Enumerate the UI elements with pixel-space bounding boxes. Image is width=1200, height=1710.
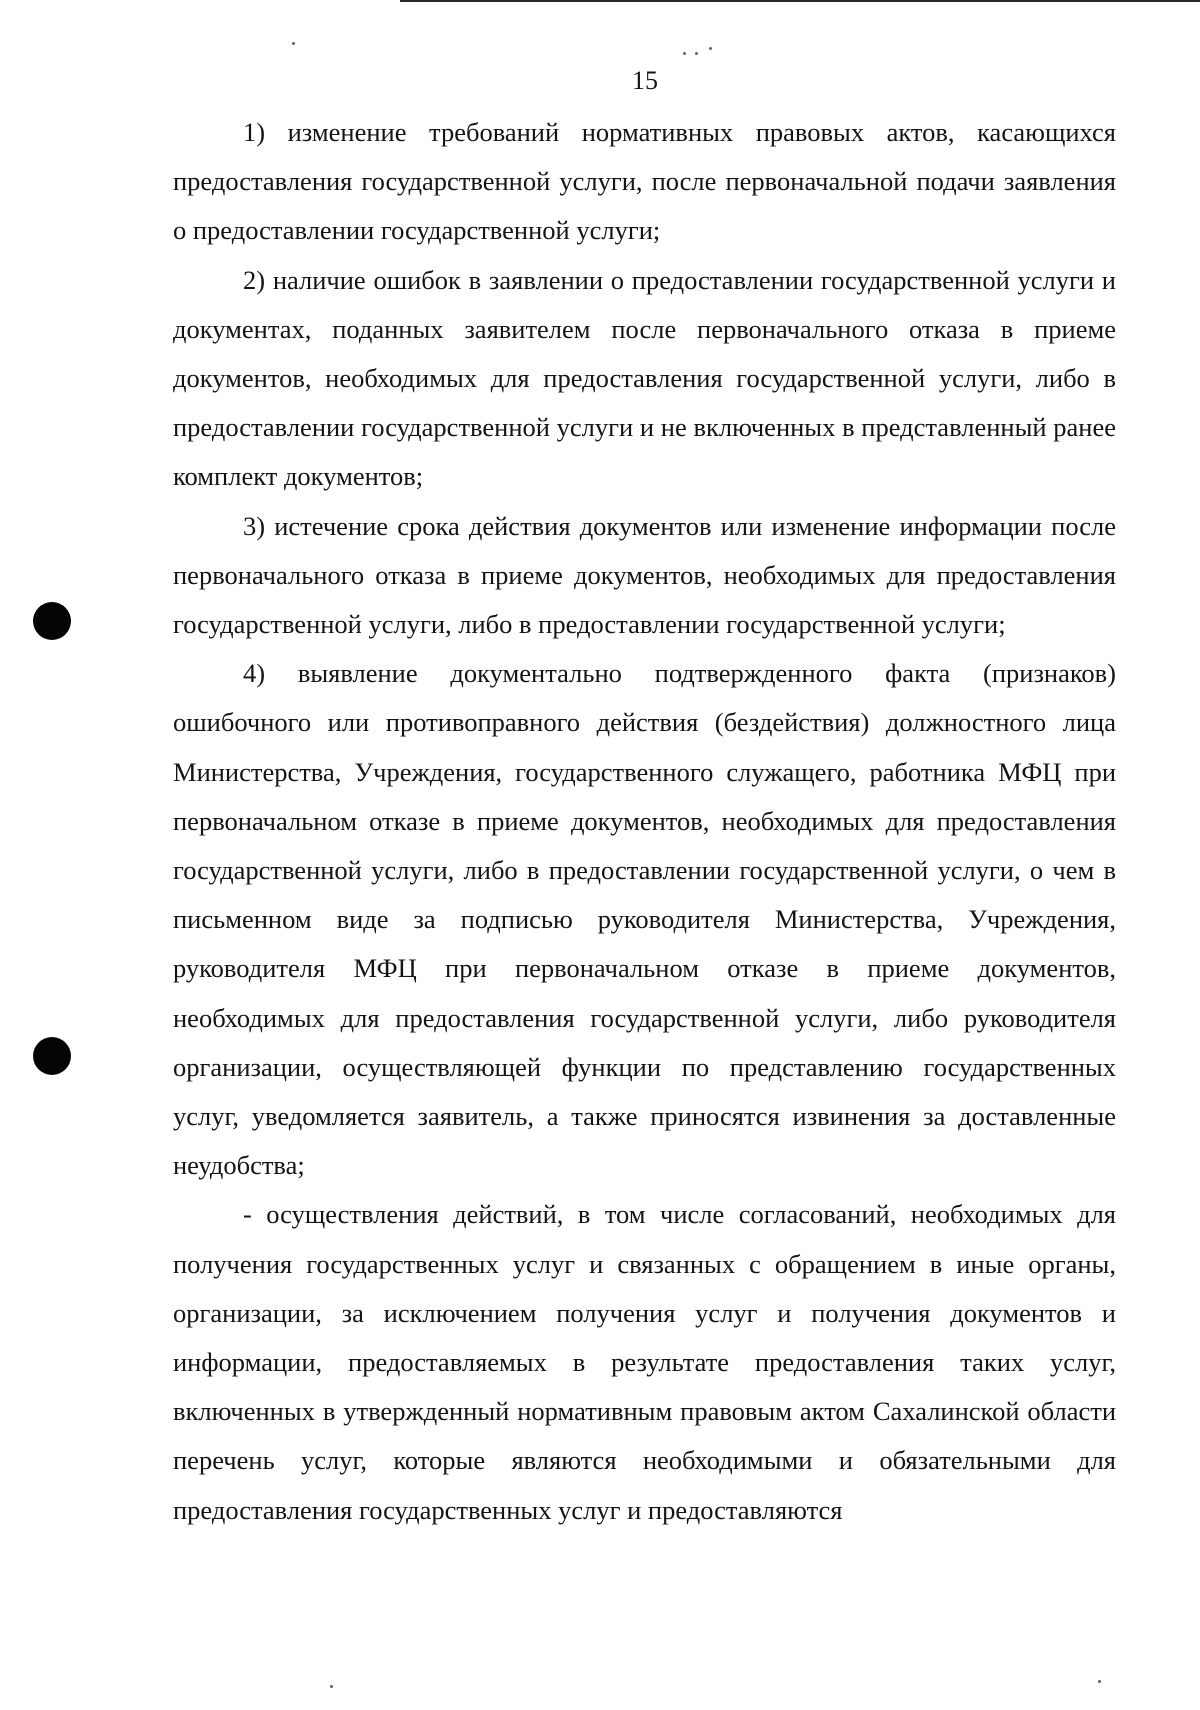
paragraph-3: 3) истечение срока действия документов или изменение информации после первоначального отказа в приеме документов, необходимых для предоставления государственной услуги, либо в предоставлении государственной услуги;: [173, 510, 1116, 640]
scan-speck: [683, 52, 686, 55]
paragraph-4: 4) выявление документально подтвержденного факта (признаков) ошибочного или противоправного действия (бездействия) должностного лица Министерства, Учреждения, государственного служащего, работника МФЦ при первоначальном отказе в приеме документов, необходимых для предоставления государственной услуги, либо в предоставлении государственной услуги, о чем в письменном виде за подписью руководителя Министерства, Учреждения, руководителя МФЦ при первоначальном отказе в приеме документов, необходимых для предоставления государственной услуги, либо руководителя организации, осуществляющей функции по представлению государственных услуг, уведомляется заявитель, а также приносятся извинения за доставленные неудобства;: [173, 658, 1116, 1181]
binding-hole-mark-upper: [33, 602, 71, 640]
top-border-line: [400, 0, 1200, 2]
paragraph-1: 1) изменение требований нормативных правовых актов, касающихся предоставления государственной услуги, после первоначальной подачи заявления о предоставлении государственной услуги;: [173, 117, 1116, 246]
document-body: [173, 108, 1116, 1535]
scan-speck: [292, 42, 295, 45]
scan-speck: [695, 52, 698, 55]
scan-speck: [330, 1685, 333, 1688]
page-number: 15: [632, 66, 658, 95]
paragraph-5: - осуществления действий, в том числе согласований, необходимых для получения государственных услуг и связанных с обращением в иные органы, организации, за исключением получения услуг и получения документов и информации, предоставляемых в результате предоставления таких услуг, включенных в утвержденный нормативным правовым актом Сахалинской области перечень услуг, которые являются необходимыми и обязательными для предоставления государственных услуг и предоставляются: [173, 1199, 1116, 1525]
scan-speck: [709, 47, 712, 50]
binding-hole-mark-lower: [33, 1037, 71, 1075]
paragraph-2: 2) наличие ошибок в заявлении о предоставлении государственной услуги и документах, поданных заявителем после первоначального отказа в приеме документов, необходимых для предоставления государственной услуги, либо в предоставлении государственной услуги и не включенных в представленный ранее комплект документов;: [173, 264, 1116, 492]
scan-speck: [1098, 1680, 1101, 1683]
